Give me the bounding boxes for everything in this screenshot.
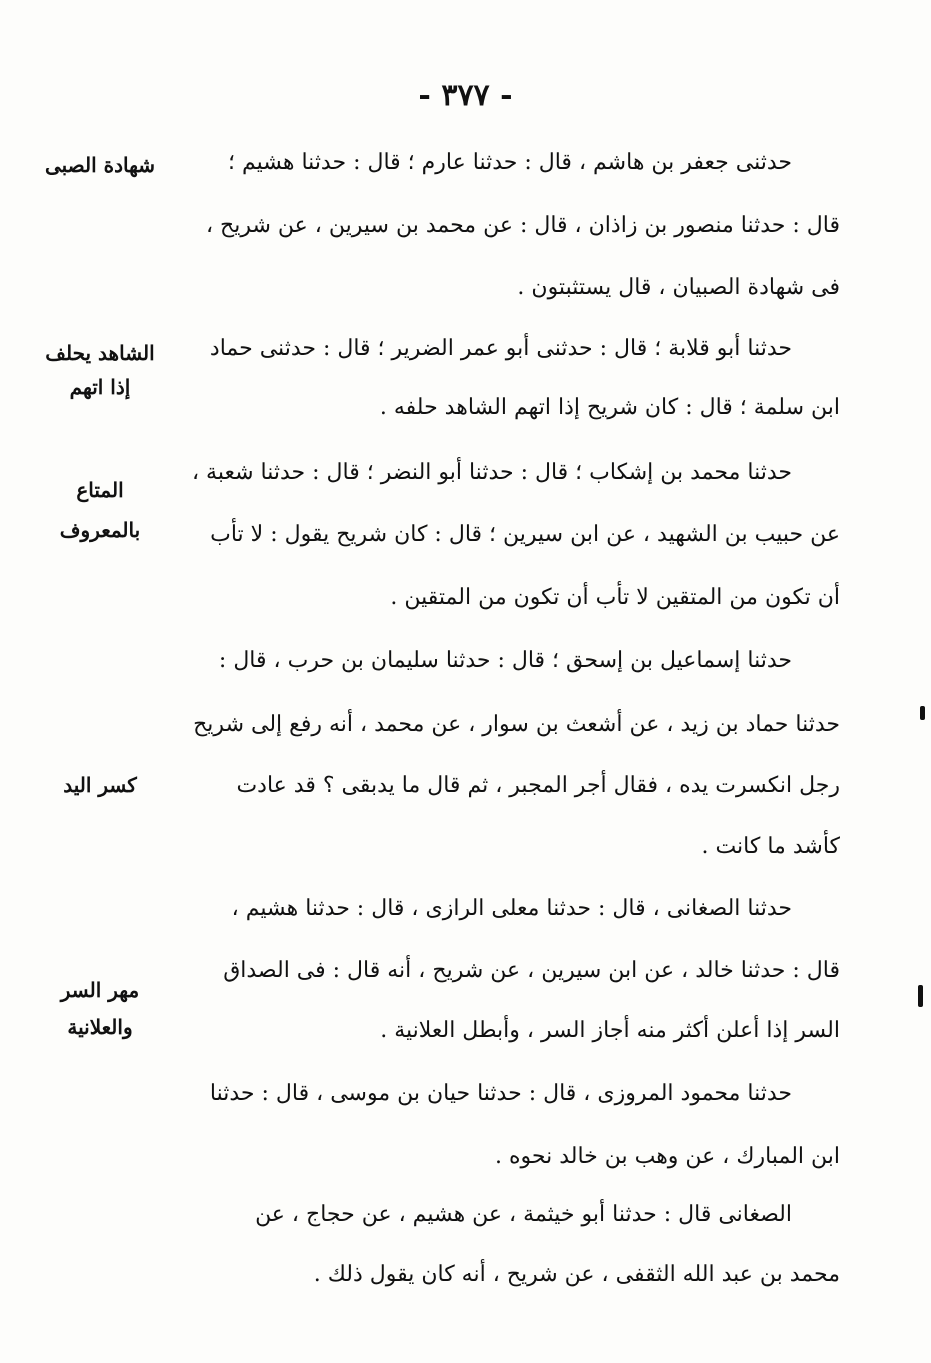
- text-line-11: رجل انكسرت يده ، فقال أجر المجبر ، ثم قال ما يدبقى ؟ قد عادت: [236, 773, 840, 798]
- margin-note-if-accused: إذا اتهم: [69, 375, 131, 399]
- text-line-14: قال : حدثنا خالد ، عن ابن سيرين ، عن شريح ، أنه قال : فى الصداق: [223, 958, 840, 983]
- main-text: [180, 0, 840, 1363]
- text-line-3: فى شهادة الصبيان ، قال يستثبتون .: [517, 275, 840, 300]
- text-line-4: حدثنا أبو قلابة ؛ قال : حدثنى أبو عمر الضرير ؛ قال : حدثنى حماد: [209, 336, 792, 361]
- text-line-7: عن حبيب بن الشهيد ، عن ابن سيرين ؛ قال : كان شريح يقول : لا تأب: [210, 522, 840, 547]
- text-line-15: السر إذا أعلن أكثر منه أجاز السر ، وأبطل العلانية .: [380, 1018, 840, 1043]
- text-line-18: الصغانى قال : حدثنا أبو خيثمة ، عن هشيم ، عن حجاج ، عن: [255, 1202, 792, 1227]
- text-line-12: كأشد ما كانت .: [701, 834, 840, 859]
- text-line-9: حدثنا إسماعيل بن إسحق ؛ قال : حدثنا سليمان بن حرب ، قال :: [218, 648, 792, 673]
- text-line-17: ابن المبارك ، عن وهب بن خالد نحوه .: [495, 1144, 840, 1169]
- page-number: - ٣٧٧ -: [418, 78, 513, 113]
- margin-note-reasonably: بالمعروف: [59, 518, 141, 542]
- margin-note-goods: المتاع: [76, 478, 124, 502]
- margin-note-broken-hand: كسر اليد: [63, 773, 137, 797]
- text-line-10: حدثنا حماد بن زيد ، عن أشعث بن سوار ، عن محمد ، أنه رفع إلى شريح: [193, 712, 840, 737]
- margin-note-secret-dowry: مهر السر: [60, 978, 140, 1002]
- margin-note-public-dowry: والعلانية: [67, 1015, 133, 1039]
- text-line-2: قال : حدثنا منصور بن زاذان ، قال : عن محمد بن سيرين ، عن شريح ،: [205, 213, 840, 238]
- text-line-13: حدثنا الصغانى ، قال : حدثنا معلى الرازى ، قال : حدثنا هشيم ،: [231, 896, 792, 921]
- text-line-8: أن تكون من المتقين لا تأب أن تكون من المتقين .: [390, 585, 840, 610]
- margin-note-witness-oath: الشاهد يحلف: [45, 341, 155, 365]
- margin-note-child-testimony: شهادة الصبى: [44, 153, 156, 177]
- text-line-19: محمد بن عبد الله الثقفى ، عن شريح ، أنه كان يقول ذلك .: [313, 1262, 840, 1287]
- text-line-5: ابن سلمة ؛ قال : كان شريح إذا اتهم الشاهد حلفه .: [379, 395, 840, 420]
- scan-speck: [920, 706, 925, 720]
- text-line-1: حدثنى جعفر بن هاشم ، قال : حدثنا عارم ؛ قال : حدثنا هشيم ؛: [227, 150, 792, 175]
- scan-speck: [918, 985, 923, 1007]
- text-line-6: حدثنا محمد بن إشكاب ؛ قال : حدثنا أبو النضر ؛ قال : حدثنا شعبة ،: [191, 460, 792, 485]
- text-line-16: حدثنا محمود المروزى ، قال : حدثنا حيان بن موسى ، قال : حدثنا: [209, 1081, 792, 1106]
